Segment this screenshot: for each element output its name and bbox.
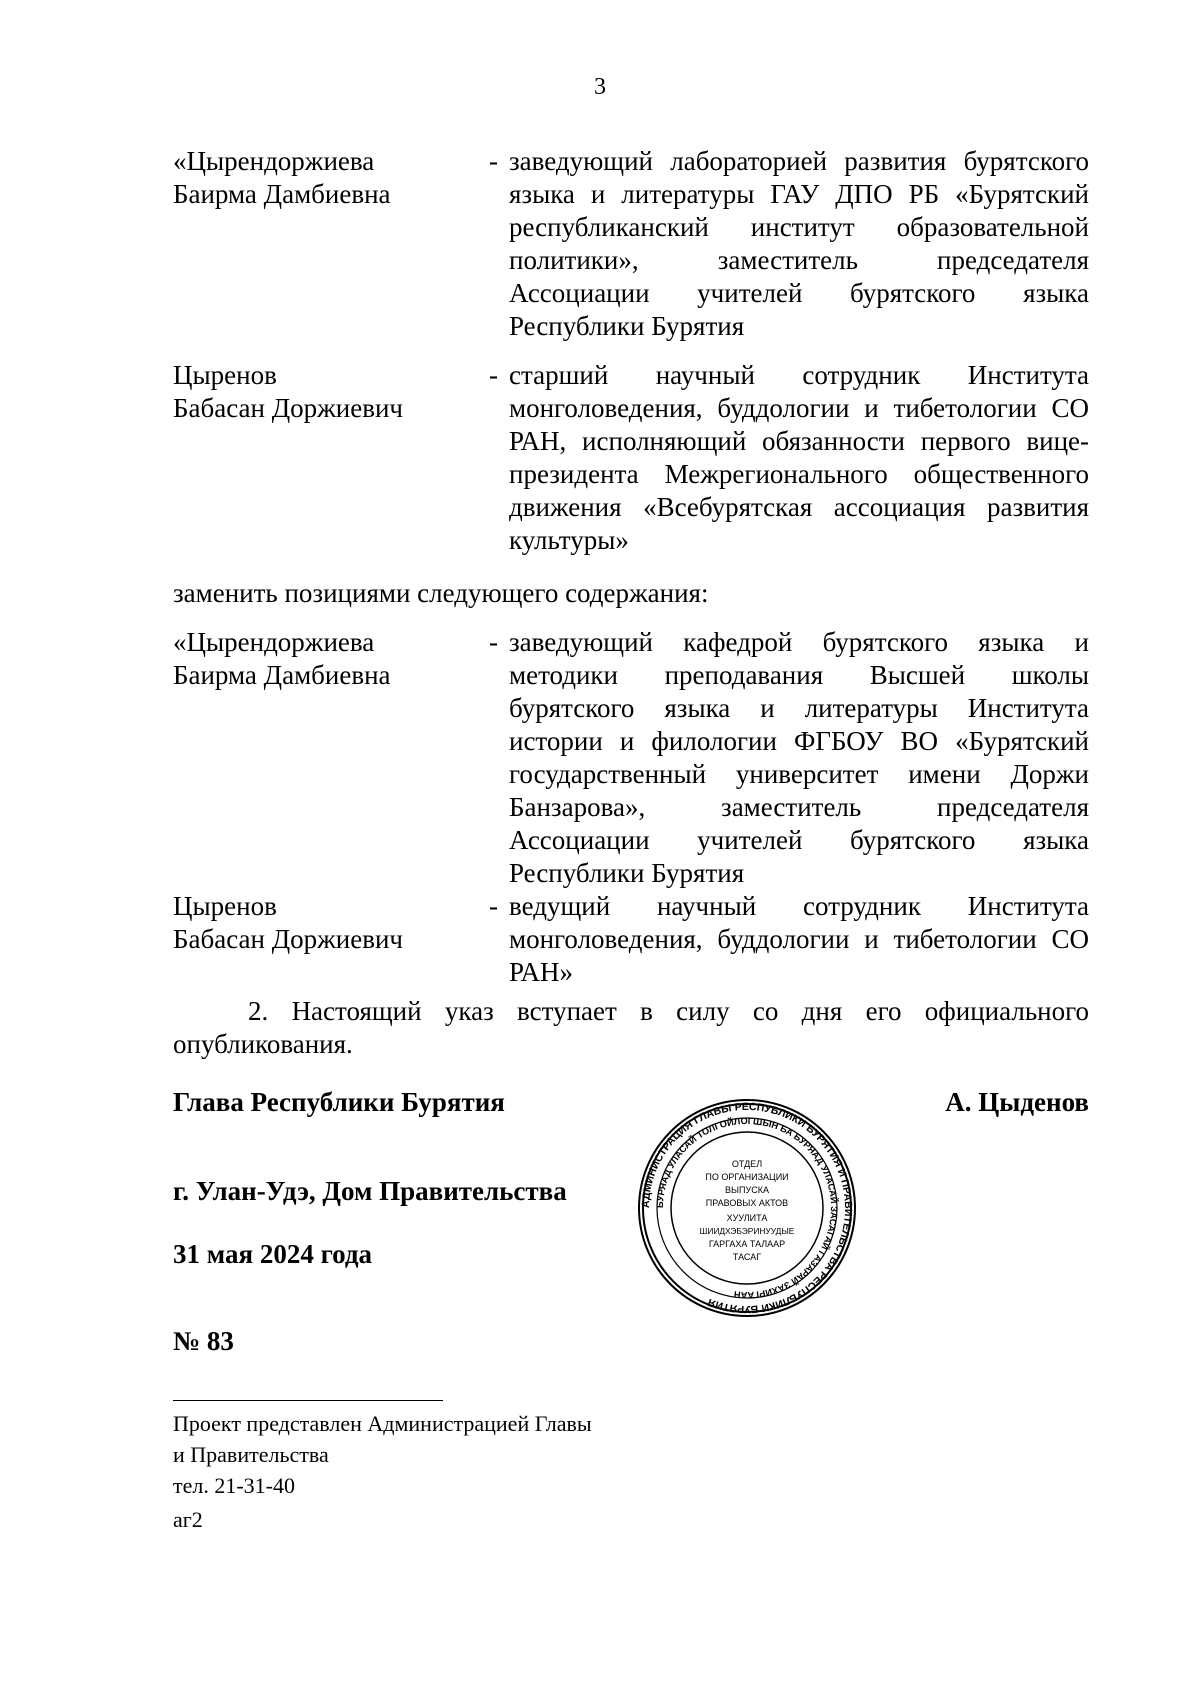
list-item — [173, 145, 1089, 343]
replace-statement: заменить позициями следующего содержания: — [173, 578, 709, 608]
place-of-signing: г. Улан-Удэ, Дом Правительства — [173, 1176, 567, 1206]
effective-date-paragraph: 2. Настоящий указ вступает в силу со дня его официального опубликования. — [173, 996, 1089, 1059]
page-number: 3 — [594, 74, 606, 100]
old-positions-list — [173, 145, 1089, 557]
seal-center-line: ТАСАГ — [732, 1252, 762, 1262]
footnote: Проект представлен Администрацией Главы и Правительства тел. 21-31-40 — [173, 1411, 592, 1498]
position-description: заведующий лабораторией развития бурятского языка и литературы ГАУ ДПО РБ «Бурятский республиканский институт образовательной политики», заместитель председателя Ассоциации учителей бурятского языка Республики Бурятия — [509, 146, 1089, 341]
seal-center-line: ВЫПУСКА — [725, 1185, 769, 1195]
dash: - — [489, 146, 498, 176]
seal-center-line: ГАРГАХА ТАЛААР — [708, 1239, 786, 1249]
new-positions-list — [173, 626, 1089, 989]
seal-center-line: ШИИДХЭБЭРИНУУДЫЕ — [699, 1226, 795, 1236]
signing-date: 31 мая 2024 года — [173, 1239, 373, 1269]
list-item — [173, 359, 1089, 557]
list-item — [173, 626, 1089, 890]
seal-center-line: ПРАВОВЫХ АКТОВ — [705, 1198, 789, 1208]
seal-center-line: ХУУЛИТА — [726, 1213, 768, 1223]
official-seal-icon — [636, 1097, 858, 1319]
position-description: заведующий кафедрой бурятского языка и методики преподавания Высшей школы бурятского языка и литературы Института истории и филологии ФГБОУ ВО «Бурятский государственный университет имени Доржи Банзарова», заместитель председателя Ассоциации учителей бурятского языка Республики Бурятия — [509, 627, 1089, 888]
dash: - — [489, 360, 498, 390]
person-name: Цыренов Бабасан Доржиевич — [173, 891, 403, 954]
dash: - — [489, 891, 498, 921]
signatory-position: Глава Республики Бурятия — [173, 1087, 505, 1117]
dash: - — [489, 627, 498, 657]
person-name: «Цырендоржиева Баирма Дамбиевна — [173, 146, 391, 209]
decree-number: № 83 — [173, 1326, 234, 1356]
footnote-divider — [173, 1400, 443, 1401]
person-name: «Цырендоржиева Баирма Дамбиевна — [173, 627, 391, 690]
seal-inner-text: БУРЯАД УЛАСАЙ ТОЛГОЙЛОГШЫН БА БУРЯАД УЛАСАЙ ЗАСАГАЙ ГАЗАРАЙ ЗАХИРГААН — [654, 1115, 840, 1301]
svg-text:БУРЯАД УЛАСАЙ ТОЛГОЙЛОГШЫН БА — [655, 1116, 840, 1300]
signatory-name: А. Цыденов — [945, 1087, 1089, 1117]
seal-center-line: ПО ОРГАНИЗАЦИИ — [705, 1172, 789, 1182]
position-description: старший научный сотрудник Института монголоведения, буддологии и тибетологии СО РАН, исполняющий обязанности первого вице-президента Межрегионального общественного движения «Всебурятская ассоциация развития культуры» — [509, 360, 1089, 555]
seal-outer-text: АДМИНИСТРАЦИЯ ГЛАВЫ РЕСПУБЛИКИ БУРЯТИЯ И ПРАВИТЕЛЬСТВА РЕСПУБЛИКИ БУРЯТИЯ — [639, 1100, 855, 1316]
document-code: аг2 — [173, 1507, 203, 1532]
person-name: Цыренов Бабасан Доржиевич — [173, 360, 403, 423]
position-description: ведущий научный сотрудник Института монголоведения, буддологии и тибетологии СО РАН» — [509, 891, 1089, 987]
seal-center-line: ОТДЕЛ — [731, 1159, 763, 1169]
list-item — [173, 890, 1089, 989]
